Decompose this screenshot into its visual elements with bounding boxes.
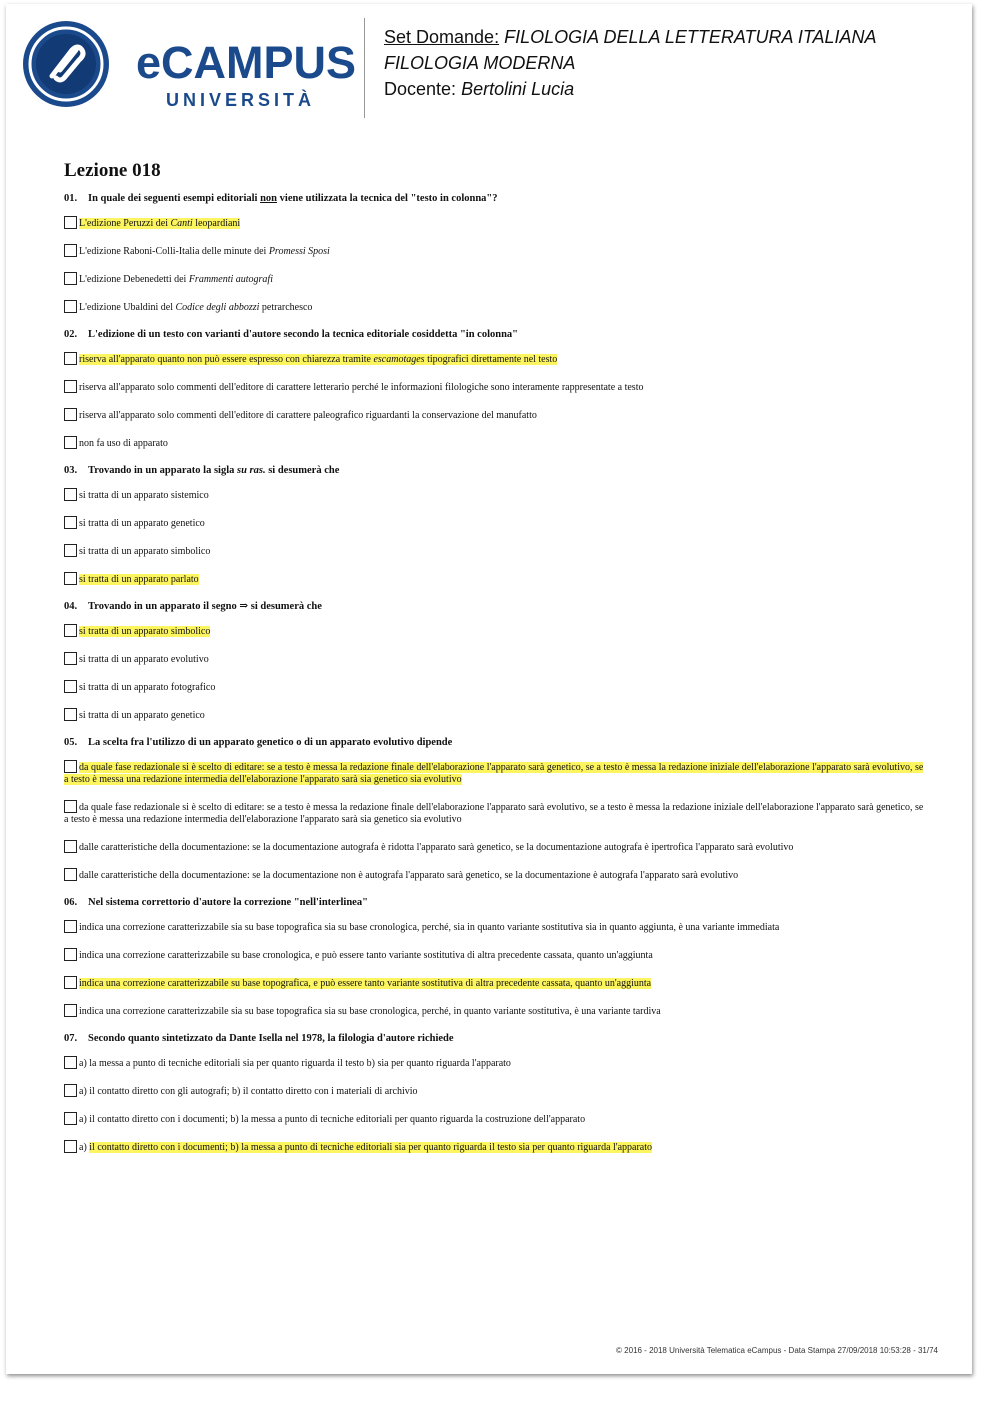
question-text: 05. La scelta fra l'utilizzo di un apparato genetico o di un apparato evolutivo dipende xyxy=(64,737,453,748)
question-07 xyxy=(64,1032,924,1154)
question-06 xyxy=(64,896,924,1018)
answer-checkbox[interactable] xyxy=(64,1084,77,1097)
question-text: 03. Trovando in un apparato la sigla su ras. si desumerà che xyxy=(64,465,340,476)
answer-option: L'edizione Debenedetti dei Frammenti autografi xyxy=(64,272,924,286)
answer-highlight: indica una correzione caratterizzabile su base topografica, e può essere tanto variante sostitutiva di altra precedente cassata, quanto un'aggiunta xyxy=(79,978,652,989)
answer-option: a) la messa a punto di tecniche editoriali sia per quanto riguarda il testo b) sia per quanto riguarda l'apparato xyxy=(64,1056,924,1070)
header-divider xyxy=(364,18,365,118)
answer-option: da quale fase redazionale si è scelto di editare: se a testo è messa la redazione finale dell'elaborazione l'apparato sarà evolutivo, se a testo è messa la redazione iniziale dell'elaborazione l'apparato sarà genetico, se a testo è messa una redazione intermedia dell'elaborazione l'apparato sarà sia genetico sia evolutivo xyxy=(64,802,924,825)
question-text: 02. L'edizione di un testo con varianti d'autore secondo la tecnica editoriale cosiddetta "in colonna" xyxy=(64,329,518,340)
answer-highlight: si tratta di un apparato parlato xyxy=(79,574,199,585)
answer-checkbox[interactable] xyxy=(64,760,77,773)
answer-option: L'edizione Ubaldini del Codice degli abbozzi petrarchesco xyxy=(64,300,924,314)
answer-option: si tratta di un apparato sistemico xyxy=(64,488,924,502)
answer-checkbox[interactable] xyxy=(64,680,77,693)
course-subtitle: FILOLOGIA MODERNA xyxy=(384,53,576,73)
question-number: 07. xyxy=(64,1033,78,1044)
question-text: 07. Secondo quanto sintetizzato da Dante Isella nel 1978, la filologia d'autore richiede xyxy=(64,1033,454,1044)
document-page xyxy=(6,4,972,1374)
answer-checkbox[interactable] xyxy=(64,1056,77,1069)
answer-highlight: il contatto diretto con i documenti; b) la messa a punto di tecniche editoriali sia per quanto riguarda il testo sia per quanto riguarda l'apparato xyxy=(89,1142,653,1153)
answer-option: L'edizione Raboni-Colli-Italia delle minute dei Promessi Sposi xyxy=(64,244,924,258)
logo-wordmark: eCAMPUS xyxy=(136,37,357,88)
answer-highlight: da quale fase redazionale si è scelto di editare: se a testo è messa la redazione finale dell'elaborazione l'apparato sarà genetico, se a testo è messa la redazione iniziale dell'elaborazione l'apparato sarà evolutivo, se a testo è messa una redazione intermedia dell'elaborazione l'apparato sarà sia genetico sia evolutivo xyxy=(64,762,924,785)
answer-option xyxy=(64,572,924,586)
answer-option: riserva all'apparato solo commenti dell'editore di carattere paleografico riguardanti la conservazione del manufatto xyxy=(64,408,924,422)
course-name: FILOLOGIA DELLA LETTERATURA ITALIANA xyxy=(504,27,877,47)
answer-checkbox[interactable] xyxy=(64,868,77,881)
answer-option xyxy=(64,624,924,638)
question-04 xyxy=(64,600,924,722)
answer-option: indica una correzione caratterizzabile sia su base topografica sia su base cronologica, perché, sia in quanto variante sostitutiva sia in quanto aggiunta, è una variante immediata xyxy=(64,920,924,934)
page-header xyxy=(6,4,972,124)
answer-checkbox[interactable] xyxy=(64,1140,77,1153)
logo-subtitle: UNIVERSITÀ xyxy=(166,90,316,110)
answer-checkbox[interactable] xyxy=(64,572,77,585)
answer-option: si tratta di un apparato genetico xyxy=(64,708,924,722)
lesson-title: Lezione 018 xyxy=(64,160,161,181)
teacher-label: Docente: xyxy=(384,79,457,99)
page-footer: © 2016 - 2018 Università Telematica eCampus - Data Stampa 27/09/2018 10:53:28 - 31/74 xyxy=(616,1346,938,1355)
answer-checkbox[interactable] xyxy=(64,976,77,989)
answer-option xyxy=(64,352,924,366)
answer-checkbox[interactable] xyxy=(64,436,77,449)
answer-option: riserva all'apparato solo commenti dell'editore di carattere letterario perché le informazioni filologiche sono interamente rappresentate a testo xyxy=(64,380,924,394)
question-number: 04. xyxy=(64,601,78,612)
header-info xyxy=(384,24,877,102)
question-number: 05. xyxy=(64,737,78,748)
question-list xyxy=(64,160,924,1168)
question-05 xyxy=(64,736,924,882)
answer-checkbox[interactable] xyxy=(64,408,77,421)
answer-option: indica una correzione caratterizzabile sia su base topografica sia su base cronologica, perché, in quanto variante sostitutiva, è una variante tardiva xyxy=(64,1004,924,1018)
answer-option: a) il contatto diretto con i documenti; b) la messa a punto di tecniche editoriali per quanto riguarda la costruzione dell'apparato xyxy=(64,1112,924,1126)
teacher-name: Bertolini Lucia xyxy=(461,79,575,99)
answer-checkbox[interactable] xyxy=(64,544,77,557)
answer-option: indica una correzione caratterizzabile su base cronologica, e può essere tanto variante sostitutiva di altra precedente cassata, quanto un'aggiunta xyxy=(64,948,924,962)
question-text: 06. Nel sistema correttorio d'autore la correzione "nell'interlinea" xyxy=(64,897,368,908)
question-text: 04. Trovando in un apparato il segno ⇒ si desumerà che xyxy=(64,601,322,612)
answer-checkbox[interactable] xyxy=(64,840,77,853)
teacher-line xyxy=(384,76,877,102)
answer-highlight: riserva all'apparato quanto non può essere espresso con chiarezza tramite escamotages tipografici direttamente nel testo xyxy=(79,354,558,365)
answer-option xyxy=(64,760,924,786)
answer-checkbox[interactable] xyxy=(64,800,77,813)
question-text: 01. In quale dei seguenti esempi editoriali non viene utilizzata la tecnica del "testo in colonna"? xyxy=(64,193,498,204)
answer-checkbox[interactable] xyxy=(64,652,77,665)
question-number: 06. xyxy=(64,897,78,908)
answer-checkbox[interactable] xyxy=(64,1112,77,1125)
answer-highlight: L'edizione Peruzzi dei Canti leopardiani xyxy=(79,218,241,229)
answer-checkbox[interactable] xyxy=(64,516,77,529)
answer-option: si tratta di un apparato fotografico xyxy=(64,680,924,694)
question-01 xyxy=(64,192,924,314)
ecampus-logo-icon xyxy=(22,20,110,108)
answer-option: non fa uso di apparato xyxy=(64,436,924,450)
answer-option: a) il contatto diretto con i documenti; b) la messa a punto di tecniche editoriali sia per quanto riguarda il testo sia per quanto riguarda l'apparato xyxy=(64,1140,924,1154)
answer-checkbox[interactable] xyxy=(64,1004,77,1017)
answer-option: si tratta di un apparato simbolico xyxy=(64,544,924,558)
question-number: 02. xyxy=(64,329,78,340)
answer-checkbox[interactable] xyxy=(64,624,77,637)
question-number: 01. xyxy=(64,193,78,204)
course-line xyxy=(384,24,877,50)
answer-checkbox[interactable] xyxy=(64,216,77,229)
question-number: 03. xyxy=(64,465,78,476)
set-label: Set Domande: xyxy=(384,27,500,47)
answer-checkbox[interactable] xyxy=(64,708,77,721)
question-03 xyxy=(64,464,924,586)
answer-checkbox[interactable] xyxy=(64,352,77,365)
answer-checkbox[interactable] xyxy=(64,244,77,257)
answer-highlight: si tratta di un apparato simbolico xyxy=(79,626,211,637)
answer-checkbox[interactable] xyxy=(64,380,77,393)
answer-checkbox[interactable] xyxy=(64,272,77,285)
answer-option: dalle caratteristiche della documentazione: se la documentazione autografa è ridotta l'apparato sarà genetico, se la documentazione autografa è ipertrofica l'apparato sarà evolutivo xyxy=(64,840,924,854)
answer-checkbox[interactable] xyxy=(64,488,77,501)
answer-option: a) il contatto diretto con gli autografi; b) il contatto diretto con i materiali di archivio xyxy=(64,1084,924,1098)
answer-option: si tratta di un apparato evolutivo xyxy=(64,652,924,666)
answer-checkbox[interactable] xyxy=(64,948,77,961)
answer-checkbox[interactable] xyxy=(64,920,77,933)
answer-option xyxy=(64,216,924,230)
answer-checkbox[interactable] xyxy=(64,300,77,313)
answer-option: si tratta di un apparato genetico xyxy=(64,516,924,530)
answer-option: dalle caratteristiche della documentazione: se la documentazione non è autografa l'apparato sarà genetico, se la documentazione è autografa l'apparato sarà evolutivo xyxy=(64,868,924,882)
question-02 xyxy=(64,328,924,450)
answer-option xyxy=(64,976,924,990)
